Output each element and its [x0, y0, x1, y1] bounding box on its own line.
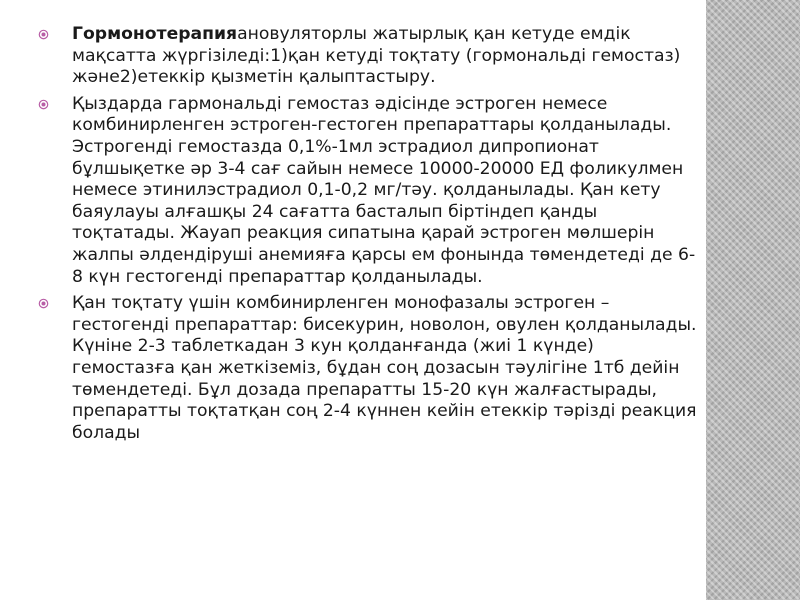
bullet-text: Қан тоқтату үшін комбинирленген монофазалы эстроген – гестогенді препараттар: бисекурин, новолон, овулен қолданылады. Күніне 2-3 таблеткадан 3 кун қолданғанда (жиі 1 күнде) гемостазға қан жеткіземіз, бұдан соң дозасын тәулігіне 1тб дейін төмендетеді. Бұл дозада препаратты 15-20 күн жалғастырады, препаратты тоқтатқан соң 2-4 күннен кейін етеккір тәрізді реакция болады: [72, 293, 697, 443]
circle-bullet-icon: [38, 298, 49, 309]
bullet-lead-text: Гормонотерапия: [72, 24, 238, 44]
list-item: [38, 24, 698, 89]
bullet-list: [38, 24, 698, 444]
list-item: [38, 293, 698, 444]
circle-bullet-icon: [38, 29, 49, 40]
decorative-side-band: [706, 0, 800, 600]
circle-bullet-icon: [38, 99, 49, 110]
list-item: [38, 94, 698, 288]
bullet-text: Қыздарда гармональді гемостаз әдісінде эстроген немесе комбинирленген эстроген-гестоген препараттары қолданылады. Эстрогенді гемостазда 0,1%-1мл эстрадиол дипропионат бұлшықетке әр 3-4 сағ сайын немесе 10000-20000 ЕД фоликулмен немесе этинилэстрадиол 0,1-0,2 мг/тәу. қолданылады. Қан кету баяулауы алғашқы 24 сағатта басталып біртіндеп қанды тоқтатады. Жауап реакция сипатына қарай эстроген мөлшерін жалпы әлдендіруші анемияға қарсы ем фонында төмендетеді де 6-8 күн гестогенді препараттар қолданылады.: [72, 93, 696, 287]
slide-content: [38, 24, 698, 449]
bullet-text: ановуляторлы жатырлық қан кетуде емдік мақсатта жүргізіледі:1)қан кетуді тоқтату (гормональді гемостаз) және2)етеккір қызметін қалыптастыру.: [72, 24, 681, 88]
